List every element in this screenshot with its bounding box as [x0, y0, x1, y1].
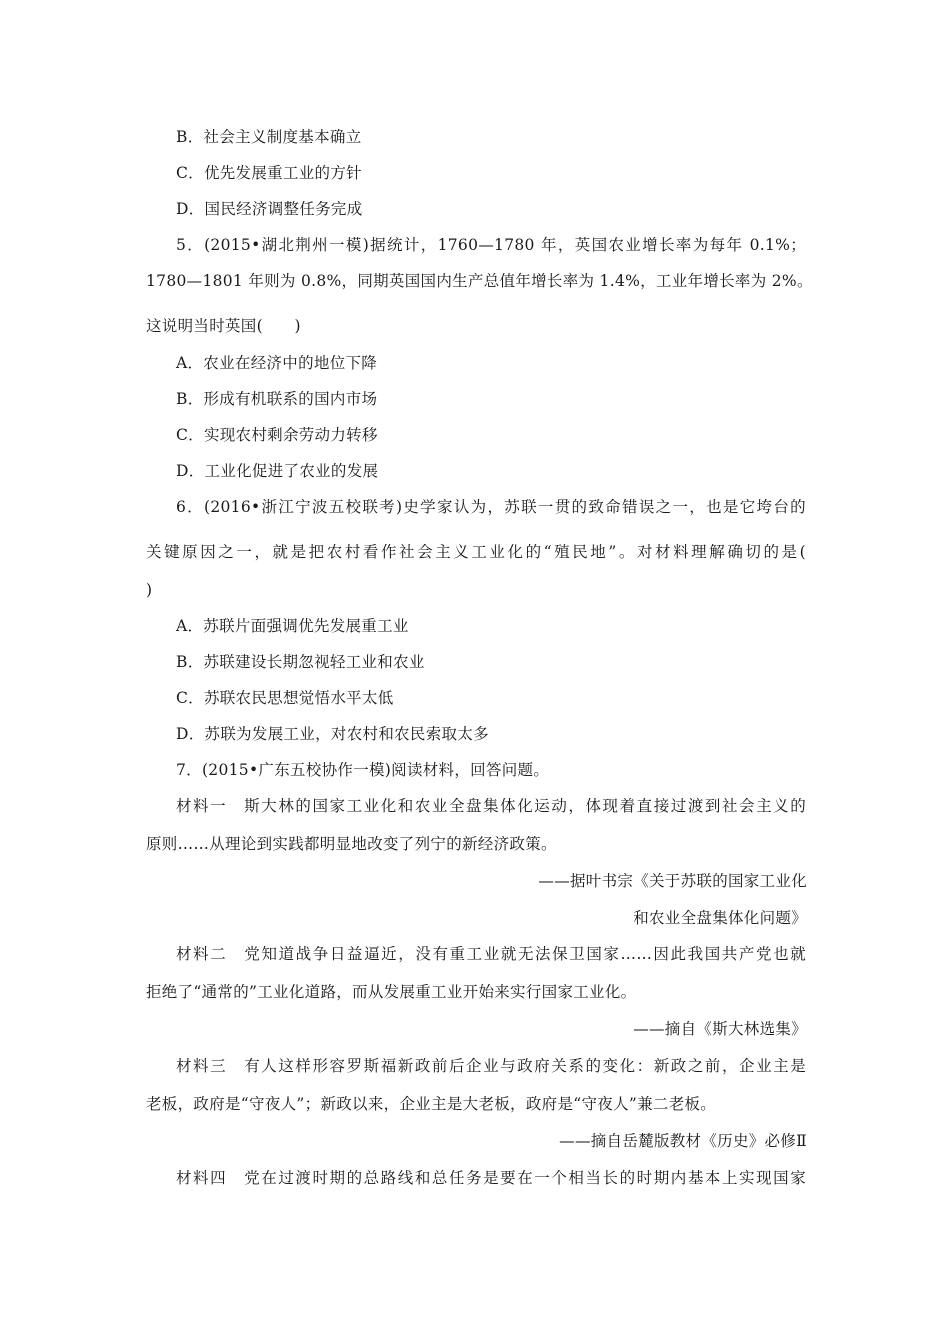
- q7-material3-source: ——摘自岳麓版教材《历史》必修Ⅱ: [559, 1132, 807, 1150]
- q6-option-a: A．苏联片面强调优先发展重工业: [176, 617, 409, 635]
- q7-material1-source2: 和农业全盘集体化问题》: [633, 909, 807, 927]
- q7-material3-line2: 老板，政府是“守夜人”；新政以来，企业主是大老板，政府是“守夜人”兼二老板。: [146, 1095, 717, 1113]
- q6-stem-line1: 6．(2016•浙江宁波五校联考)史学家认为，苏联一贯的致命错误之一，也是它垮台的: [176, 498, 806, 516]
- q6-stem-line3: ): [146, 581, 153, 599]
- q5-option-c: C．实现农村剩余劳动力转移: [176, 426, 378, 444]
- q6-option-c: C．苏联农民思想觉悟水平太低: [176, 689, 394, 707]
- q6-stem-line2: 关键原因之一，就是把农村看作社会主义工业化的“殖民地”。对材料理解确切的是(: [146, 543, 806, 561]
- q7-material3-line1: 材料三 有人这样形容罗斯福新政前后企业与政府关系的变化：新政之前，企业主是: [176, 1057, 806, 1075]
- q7-material2-line2: 拒绝了“通常的”工业化道路，而从发展重工业开始来实行国家工业化。: [146, 983, 637, 1001]
- q5-option-a: A．农业在经济中的地位下降: [176, 354, 378, 372]
- q4-option-b: B．社会主义制度基本确立: [176, 128, 362, 146]
- q5-stem-line3: 这说明当时英国( ): [146, 317, 301, 335]
- q7-material1-line1: 材料一 斯大林的国家工业化和农业全盘集体化运动，体现着直接过渡到社会主义的: [176, 797, 806, 815]
- q5-stem-line1: 5．(2015•湖北荆州一模)据统计，1760—1780 年，英国农业增长率为每年 0.1%；: [176, 236, 806, 254]
- q4-option-d: D．国民经济调整任务完成: [176, 200, 363, 218]
- q5-option-b: B．形成有机联系的国内市场: [176, 390, 378, 408]
- q7-material1-source1: ——据叶书宗《关于苏联的国家工业化: [538, 872, 807, 890]
- q7-material4-line1: 材料四 党在过渡时期的总路线和总任务是要在一个相当长的时期内基本上实现国家: [176, 1169, 806, 1187]
- q4-option-c: C．优先发展重工业的方针: [176, 164, 362, 182]
- q5-option-d: D．工业化促进了农业的发展: [176, 462, 379, 480]
- q7-material2-source: ——摘自《斯大林选集》: [633, 1020, 807, 1038]
- q7-material1-line2: 原则……从理论到实践都明显地改变了列宁的新经济政策。: [146, 835, 557, 853]
- q6-option-d: D．苏联为发展工业，对农村和农民索取太多: [176, 725, 489, 743]
- q7-material2-line1: 材料二 党知道战争日益逼近，没有重工业就无法保卫国家……因此我国共产党也就: [176, 945, 806, 963]
- q6-option-b: B．苏联建设长期忽视轻工业和农业: [176, 653, 425, 671]
- q7-stem: 7．(2015•广东五校协作一模)阅读材料，回答问题。: [176, 761, 550, 779]
- q5-stem-line2: 1780—1801 年则为 0.8%，同期英国国内生产总值年增长率为 1.4%，工业年增长率为 2%。: [146, 272, 813, 290]
